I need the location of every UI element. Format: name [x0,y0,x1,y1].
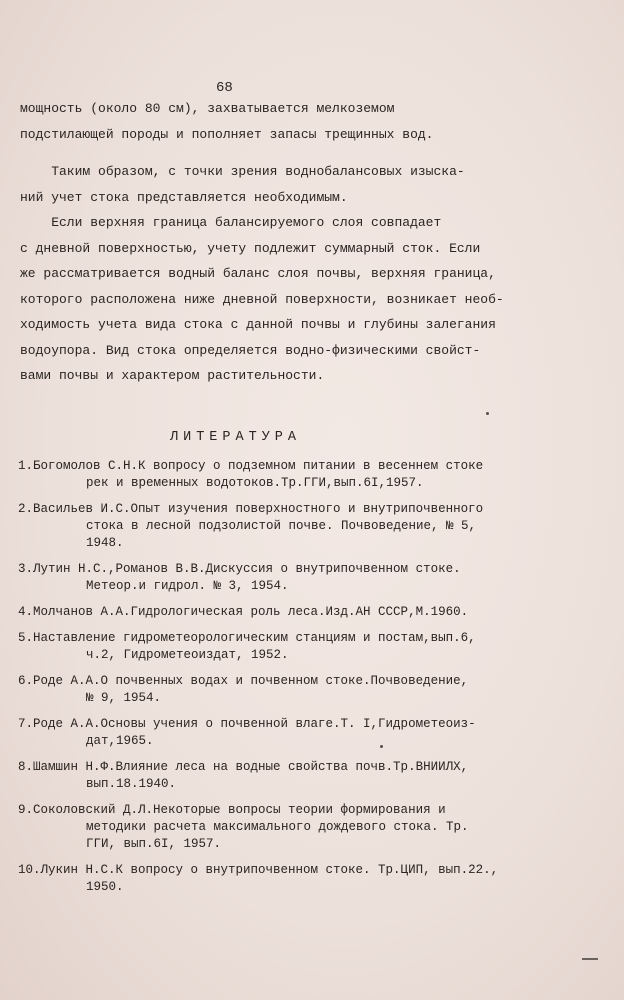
reference-first-line: 1.Богомолов С.Н.К вопросу о подземном питании в весеннем стоке [18,459,484,473]
reference-first-line: 7.Роде А.А.Основы учения о почвенной влаге.Т. I,Гидрометеоиз- [18,717,476,731]
reference-first-line: 8.Шамшин Н.Ф.Влияние леса на водные свойства почв.Тр.ВНИИЛХ, [18,760,469,774]
ink-speck [486,412,489,415]
reference-continuation: ч.2, Гидрометеоиздат, 1952. [86,648,289,662]
reference-continuation: дат,1965. [86,734,154,748]
body-line: с дневной поверхностью, учету подлежит суммарный сток. Если [20,240,481,256]
references-heading: ЛИТЕРАТУРА [170,430,302,445]
reference-first-line: 10.Лукин Н.С.К вопросу о внутрипочвенном стоке. Тр.ЦИП, вып.22., [18,863,499,877]
reference-first-line: 6.Роде А.А.О почвенных водах и почвенном стоке.Почвоведение, [18,674,469,688]
body-line: вами почвы и характером растительности. [20,368,325,383]
body-line: которого расположена ниже дневной поверхности, возникает необ- [20,291,504,307]
reference-item [18,673,612,707]
reference-continuation: методики расчета максимального дождевого стока. Тр. ГГИ, вып.6I, 1957. [86,820,469,851]
references-list [18,458,612,905]
reference-item [18,630,612,664]
reference-item [18,561,612,595]
reference-item [18,604,612,621]
reference-first-line: 2.Васильев И.С.Опыт изучения поверхностного и внутрипочвенного [18,502,484,516]
reference-continuation: Метеор.и гидрол. № 3, 1954. [86,579,289,593]
reference-item [18,759,612,793]
page-number: 68 [216,80,233,96]
paragraph-gap [20,147,610,159]
ink-dash [582,958,598,960]
body-line: же рассматривается водный баланс слоя почвы, верхняя граница, [20,266,496,281]
reference-continuation: № 9, 1954. [86,691,162,705]
reference-item [18,716,612,750]
reference-first-line: 4.Молчанов А.А.Гидрологическая роль леса.Изд.АН СССР,М.1960. [18,605,469,619]
reference-item [18,862,612,896]
reference-item [18,501,612,552]
ink-speck [380,745,383,748]
body-line: мощность (около 80 см), захватывается мелкоземом [20,101,395,116]
reference-first-line: 9.Соколовский Д.Л.Некоторые вопросы теории формирования и [18,803,446,817]
reference-first-line: 3.Лутин Н.С.,Романов В.В.Дискуссия о внутрипочвенном стоке. [18,562,461,576]
body-line: ходимость учета вида стока с данной почвы и глубины залегания [20,317,496,332]
body-line: подстилающей породы и пополняет запасы трещинных вод. [20,126,434,142]
body-line: Если верхняя граница балансируемого слоя совпадает [20,215,442,230]
body-text [20,96,610,389]
reference-item [18,458,612,492]
body-line: Таким образом, с точки зрения воднобалансовых изыска- [20,164,465,179]
reference-continuation: рек и временных водотоков.Тр.ГГИ,вып.6I,1957. [86,476,424,490]
body-line: ний учет стока представляется необходимым. [20,189,348,205]
body-line: водоупора. Вид стока определяется водно-физическими свойст- [20,342,481,358]
reference-continuation: вып.18.1940. [86,777,177,791]
reference-continuation: 1950. [86,880,124,894]
reference-first-line: 5.Наставление гидрометеорологическим станциям и постам,вып.6, [18,631,476,645]
reference-continuation: стока в лесной подзолистой почве. Почвоведение, № 5, 1948. [86,519,477,550]
reference-item [18,802,612,853]
